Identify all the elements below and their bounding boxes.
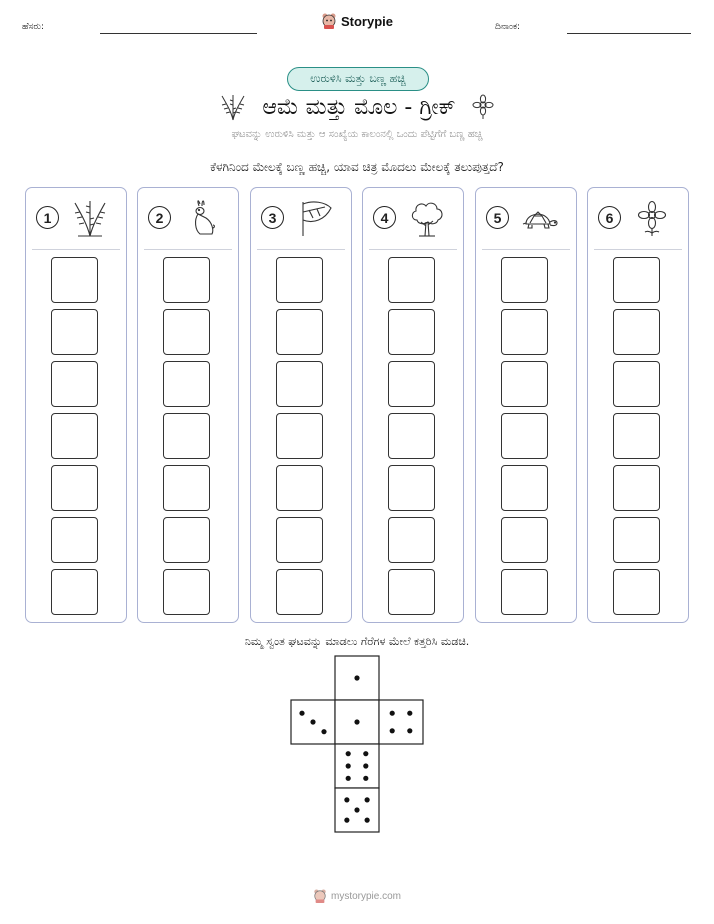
color-box[interactable] [613, 413, 660, 459]
footer-url: mystorypie.com [330, 890, 401, 902]
color-column-6 [587, 187, 689, 623]
color-box[interactable] [501, 257, 548, 303]
die-face-bottom [335, 788, 379, 832]
color-box[interactable] [163, 361, 210, 407]
color-column-3 [250, 187, 352, 623]
color-box[interactable] [51, 517, 98, 563]
die-face-left [291, 700, 335, 744]
name-label: ಹೆಸರು: [22, 22, 45, 32]
column-number: 3 [261, 206, 284, 229]
color-box[interactable] [388, 257, 435, 303]
color-box[interactable] [163, 257, 210, 303]
die-pip [346, 776, 351, 781]
brand-name: Storypie [340, 13, 393, 29]
column-divider [144, 249, 232, 250]
column-divider [594, 249, 682, 250]
color-box[interactable] [501, 569, 548, 615]
color-box[interactable] [51, 309, 98, 355]
color-box[interactable] [501, 361, 548, 407]
tree-icon [407, 198, 447, 240]
color-box[interactable] [388, 569, 435, 615]
color-box[interactable] [51, 413, 98, 459]
rabbit-icon [182, 198, 222, 240]
color-box[interactable] [388, 413, 435, 459]
color-box[interactable] [163, 465, 210, 511]
column-divider [369, 249, 457, 250]
column-number: 2 [148, 206, 171, 229]
activity-badge: ಉರುಳಿಸಿ ಮತ್ತು ಬಣ್ಣ ಹಚ್ಚಿ [287, 67, 429, 91]
mascot-icon [313, 888, 327, 904]
die-pip [365, 797, 370, 802]
die-pip [321, 729, 326, 734]
date-label: ದಿನಾಂಕ: [495, 22, 521, 32]
column-divider [32, 249, 120, 250]
name-line[interactable] [100, 33, 257, 34]
color-box[interactable] [613, 517, 660, 563]
die-pip [354, 675, 359, 680]
footer [0, 888, 714, 904]
die-pip [363, 763, 368, 768]
flower-icon [470, 94, 496, 120]
page-title: ಆಮೆ ಮತ್ತು ಮೊಲ - ಗ್ರೀಕ್ [262, 94, 456, 120]
color-box[interactable] [501, 517, 548, 563]
color-box[interactable] [388, 517, 435, 563]
die-pip [344, 818, 349, 823]
die-pip [390, 728, 395, 733]
color-box[interactable] [51, 361, 98, 407]
die-pip [363, 751, 368, 756]
color-box[interactable] [613, 309, 660, 355]
color-box[interactable] [276, 569, 323, 615]
die-face-below-center [335, 744, 379, 788]
color-box[interactable] [163, 517, 210, 563]
die-pip [310, 719, 315, 724]
die-face-top [335, 656, 379, 700]
color-box[interactable] [276, 517, 323, 563]
die-pip [354, 807, 359, 812]
die-pip [344, 797, 349, 802]
column-number: 1 [36, 206, 59, 229]
color-box[interactable] [276, 413, 323, 459]
column-number: 5 [486, 206, 509, 229]
die-pip [346, 751, 351, 756]
column-number: 6 [598, 206, 621, 229]
die-pip [390, 711, 395, 716]
turtle-icon [520, 198, 560, 240]
color-box[interactable] [613, 465, 660, 511]
color-box[interactable] [388, 361, 435, 407]
color-column-4 [362, 187, 464, 623]
fern-icon [218, 93, 248, 121]
column-number: 4 [373, 206, 396, 229]
color-box[interactable] [501, 465, 548, 511]
color-column-5 [475, 187, 577, 623]
die-pip [363, 776, 368, 781]
die-face-center [335, 700, 379, 744]
column-divider [482, 249, 570, 250]
color-box[interactable] [276, 361, 323, 407]
die-pip [365, 818, 370, 823]
die-pip [407, 728, 412, 733]
color-box[interactable] [51, 465, 98, 511]
cut-fold-instruction: ನಿಮ್ಮ ಸ್ವಂತ ಘಟವನ್ನು ಮಾಡಲು ಗೆರೆಗಳ ಮೇಲೆ ಕತ್ತರಿಸಿ ಮಡಚಿ. [244, 635, 470, 648]
color-box[interactable] [613, 569, 660, 615]
brand-logo [0, 12, 714, 30]
date-line[interactable] [567, 33, 691, 34]
color-box[interactable] [388, 309, 435, 355]
leaf-icon [295, 198, 335, 240]
die-face-right [379, 700, 423, 744]
die-pip [346, 763, 351, 768]
color-box[interactable] [613, 361, 660, 407]
title-row [0, 92, 714, 122]
color-box[interactable] [276, 257, 323, 303]
flower-icon [632, 198, 672, 240]
color-box[interactable] [501, 413, 548, 459]
die-net[interactable] [290, 655, 426, 837]
color-box[interactable] [276, 465, 323, 511]
column-divider [257, 249, 345, 250]
die-pip [354, 719, 359, 724]
color-box[interactable] [613, 257, 660, 303]
color-box[interactable] [276, 309, 323, 355]
color-column-1 [25, 187, 127, 623]
color-box[interactable] [51, 257, 98, 303]
color-box[interactable] [163, 309, 210, 355]
color-box[interactable] [501, 309, 548, 355]
color-column-2 [137, 187, 239, 623]
mascot-icon [321, 12, 337, 30]
question-text: ಕೆಳಗಿನಿಂದ ಮೇಲಕ್ಕೆ ಬಣ್ಣ ಹಚ್ಚಿ, ಯಾವ ಚಿತ್ರ ಮೊದಲು ಮೇಲಕ್ಕೆ ತಲುಪುತ್ತದೆ? [210, 160, 504, 174]
fern-icon [70, 198, 110, 240]
die-pip [407, 711, 412, 716]
page-subtitle: ಘಟವನ್ನು ಉರುಳಿಸಿ ಮತ್ತು ಆ ಸಂಖ್ಯೆಯ ಕಾಲಂನಲ್ಲಿ ಒಂದು ಪೆಟ್ಟಿಗೆಗೆ ಬಣ್ಣ ಹಚ್ಚಿ [231, 129, 483, 140]
color-box[interactable] [51, 569, 98, 615]
die-pip [299, 711, 304, 716]
color-box[interactable] [163, 413, 210, 459]
color-box[interactable] [163, 569, 210, 615]
color-box[interactable] [388, 465, 435, 511]
